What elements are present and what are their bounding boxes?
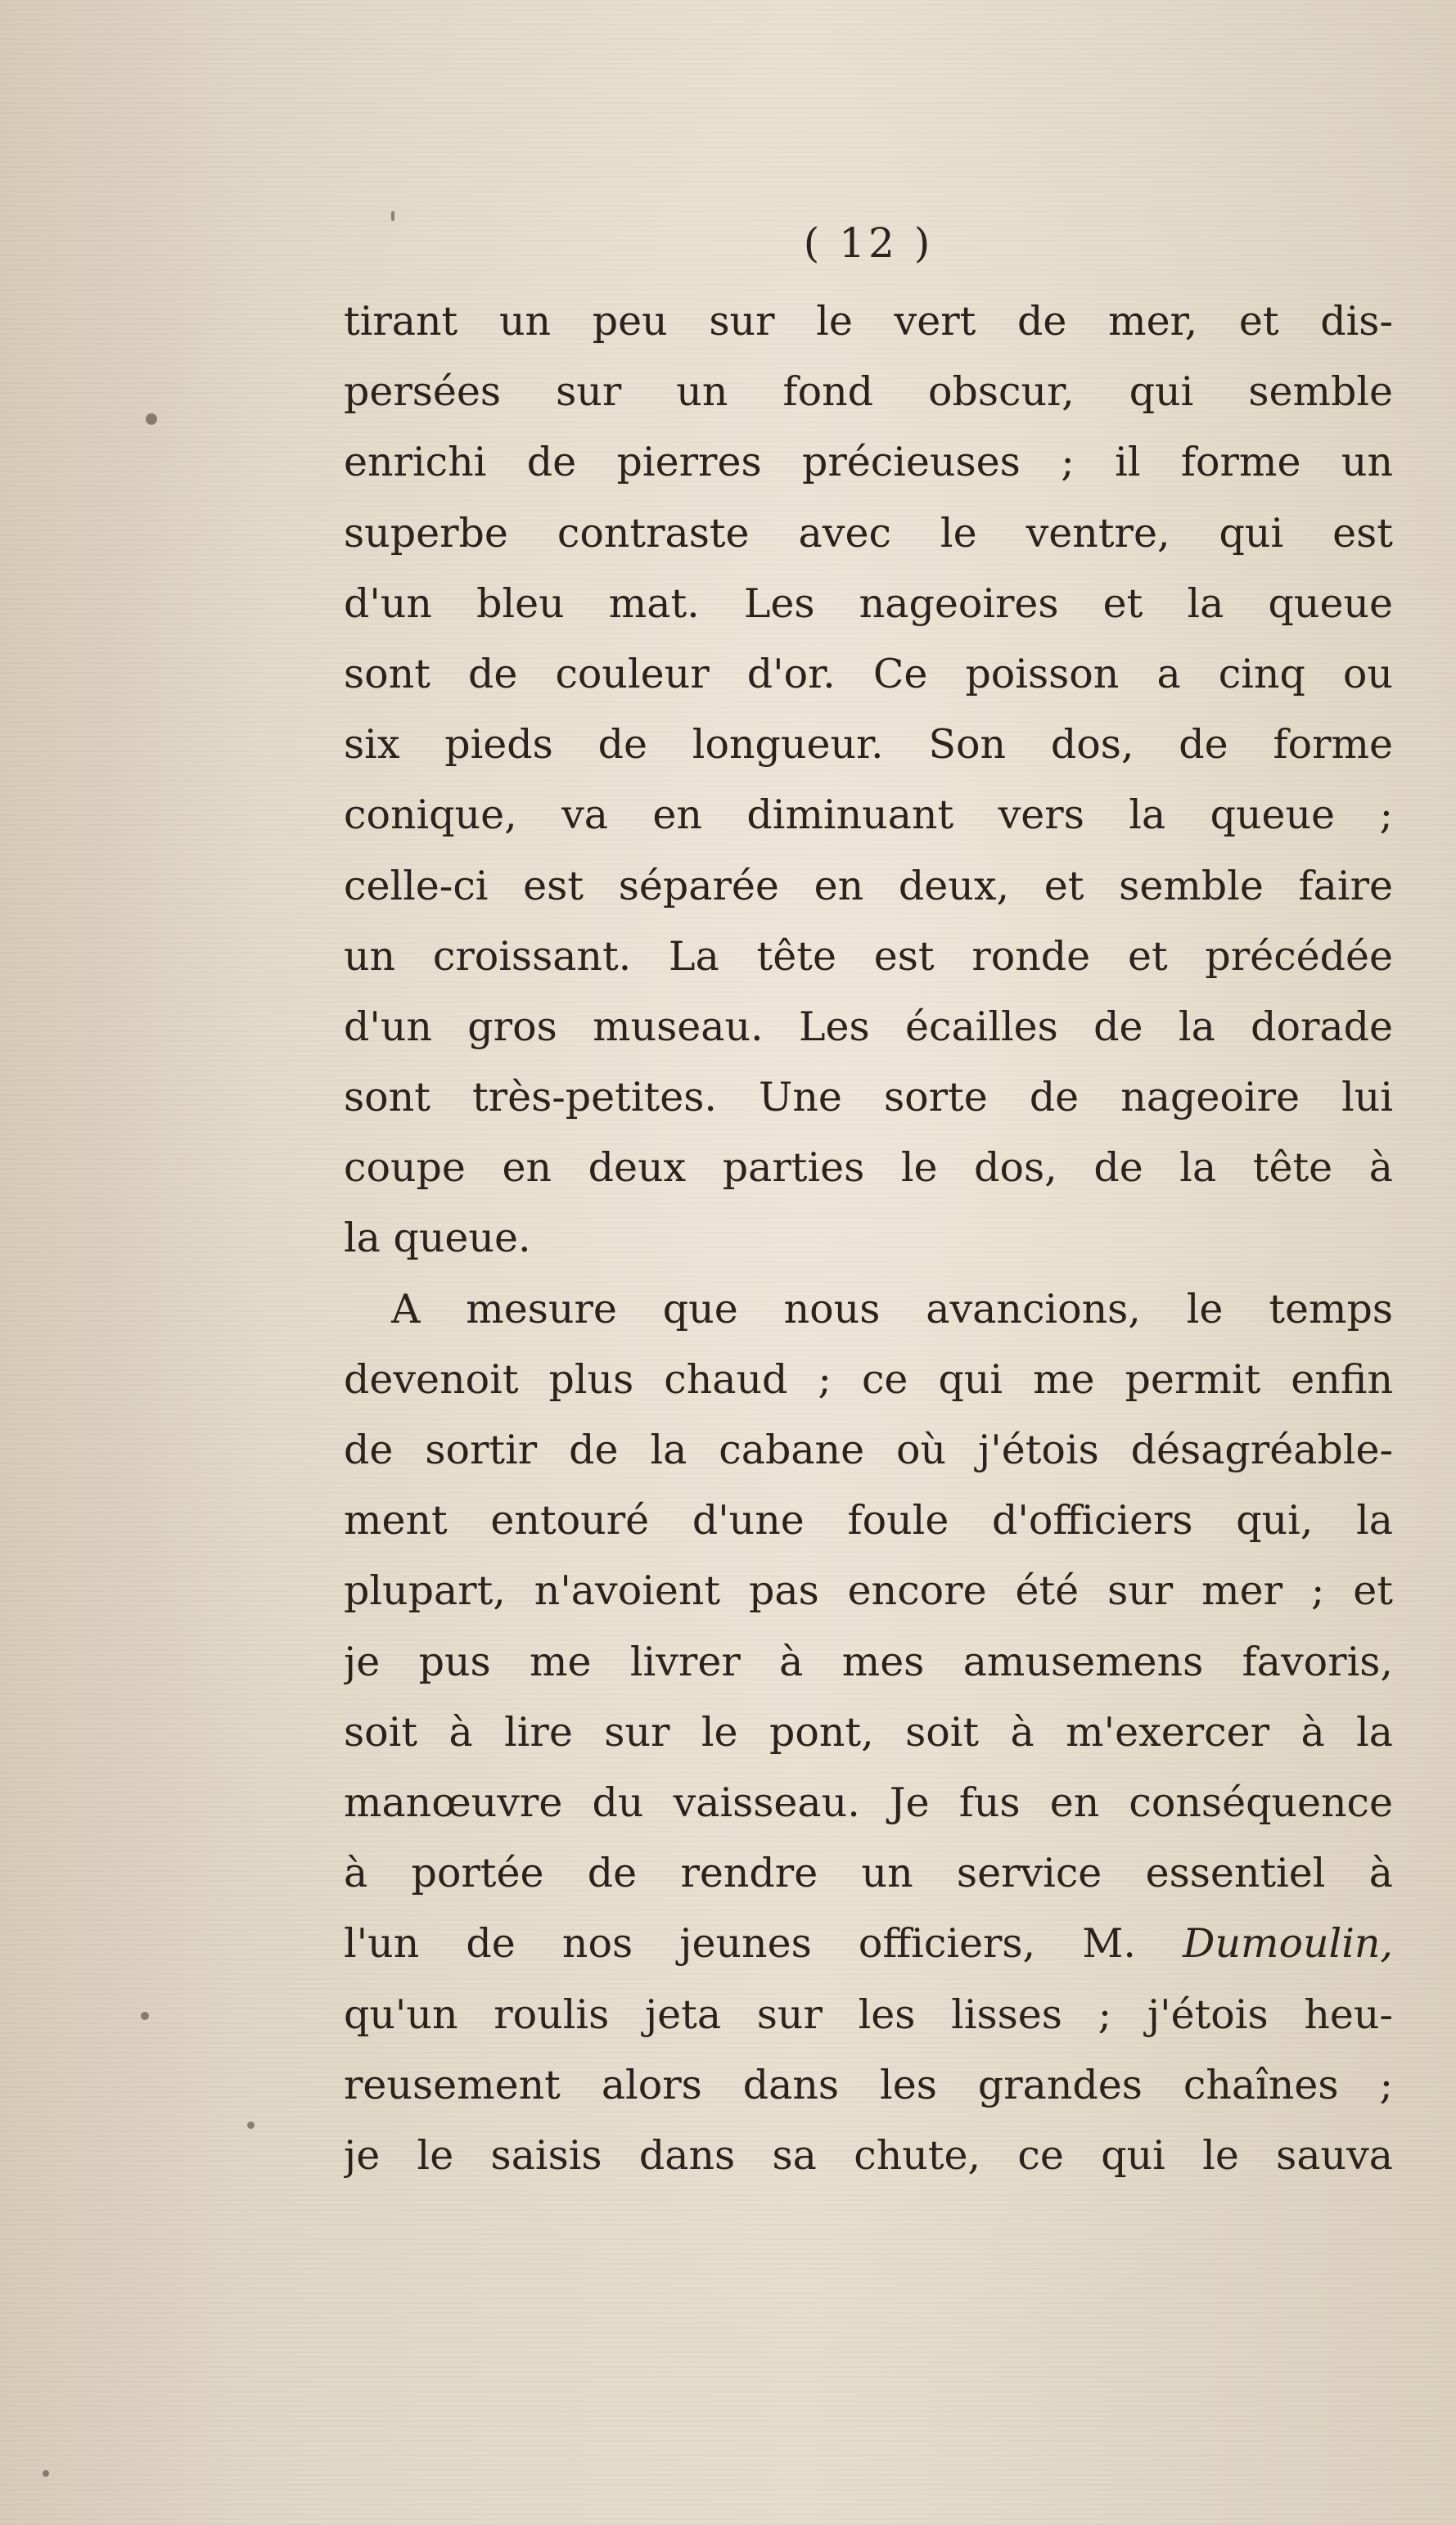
text-line: manœuvre du vaisseau. Je fus en conséquence <box>344 1779 1393 1826</box>
text-line: conique, va en diminuant vers la queue ; <box>344 791 1393 839</box>
line-text: l'un de nos jeunes officiers, M. <box>344 1920 1136 1968</box>
person-name: Dumoulin, <box>1183 1920 1393 1968</box>
text-line: d'un bleu mat. Les nageoires et la queue <box>344 579 1393 627</box>
text-line: persées sur un fond obscur, qui semble <box>344 368 1393 416</box>
text-line: de sortir de la cabane où j'étois désagréable- <box>344 1427 1393 1473</box>
text-line: la queue. <box>344 1215 531 1262</box>
text-line: enrichi de pierres précieuses ; il forme un <box>344 439 1393 486</box>
paper-speck <box>43 2470 49 2477</box>
text-line: coupe en deux parties le dos, de la tête à <box>344 1144 1393 1192</box>
paper-speck <box>247 2121 255 2129</box>
text-line: plupart, n'avoient pas encore été sur mer ; et <box>344 1567 1393 1615</box>
text-line: six pieds de longueur. Son dos, de forme <box>344 721 1393 769</box>
text-line: qu'un roulis jeta sur les lisses ; j'étois heu- <box>344 1991 1393 2038</box>
text-line: je pus me livrer à mes amusemens favoris, <box>344 1638 1393 1685</box>
text-line: tirant un peu sur le vert de mer, et dis- <box>344 298 1393 345</box>
text-line: devenoit plus chaud ; ce qui me permit enfin <box>344 1355 1393 1403</box>
page-number: ( 12 ) <box>803 219 934 267</box>
text-line: je le saisis dans sa chute, ce qui le sauva <box>344 2131 1393 2179</box>
text-line: d'un gros museau. Les écailles de la dorade <box>344 1003 1393 1050</box>
text-line: celle-ci est séparée en deux, et semble faire <box>344 862 1393 909</box>
text-line-with-name <box>344 1909 1393 1979</box>
text-line: sont très-petites. Une sorte de nageoire lui <box>344 1074 1393 1121</box>
paper-speck <box>146 413 157 425</box>
body-text <box>344 286 1393 2191</box>
paper-speck <box>141 2012 149 2020</box>
text-line: un croissant. La tête est ronde et précédée <box>344 932 1393 980</box>
text-line: sont de couleur d'or. Ce poisson a cinq ou <box>344 650 1393 697</box>
text-line: superbe contraste avec le ventre, qui est <box>344 509 1393 557</box>
text-line: soit à lire sur le pont, soit à m'exercer à la <box>344 1708 1393 1756</box>
text-line: reusement alors dans les grandes chaînes ; <box>344 2061 1393 2108</box>
text-line: ment entouré d'une foule d'officiers qui, la <box>344 1497 1393 1544</box>
text-line: à portée de rendre un service essentiel à <box>344 1850 1393 1897</box>
paragraph-first-line: A mesure que nous avancions, le temps <box>391 1285 1393 1332</box>
